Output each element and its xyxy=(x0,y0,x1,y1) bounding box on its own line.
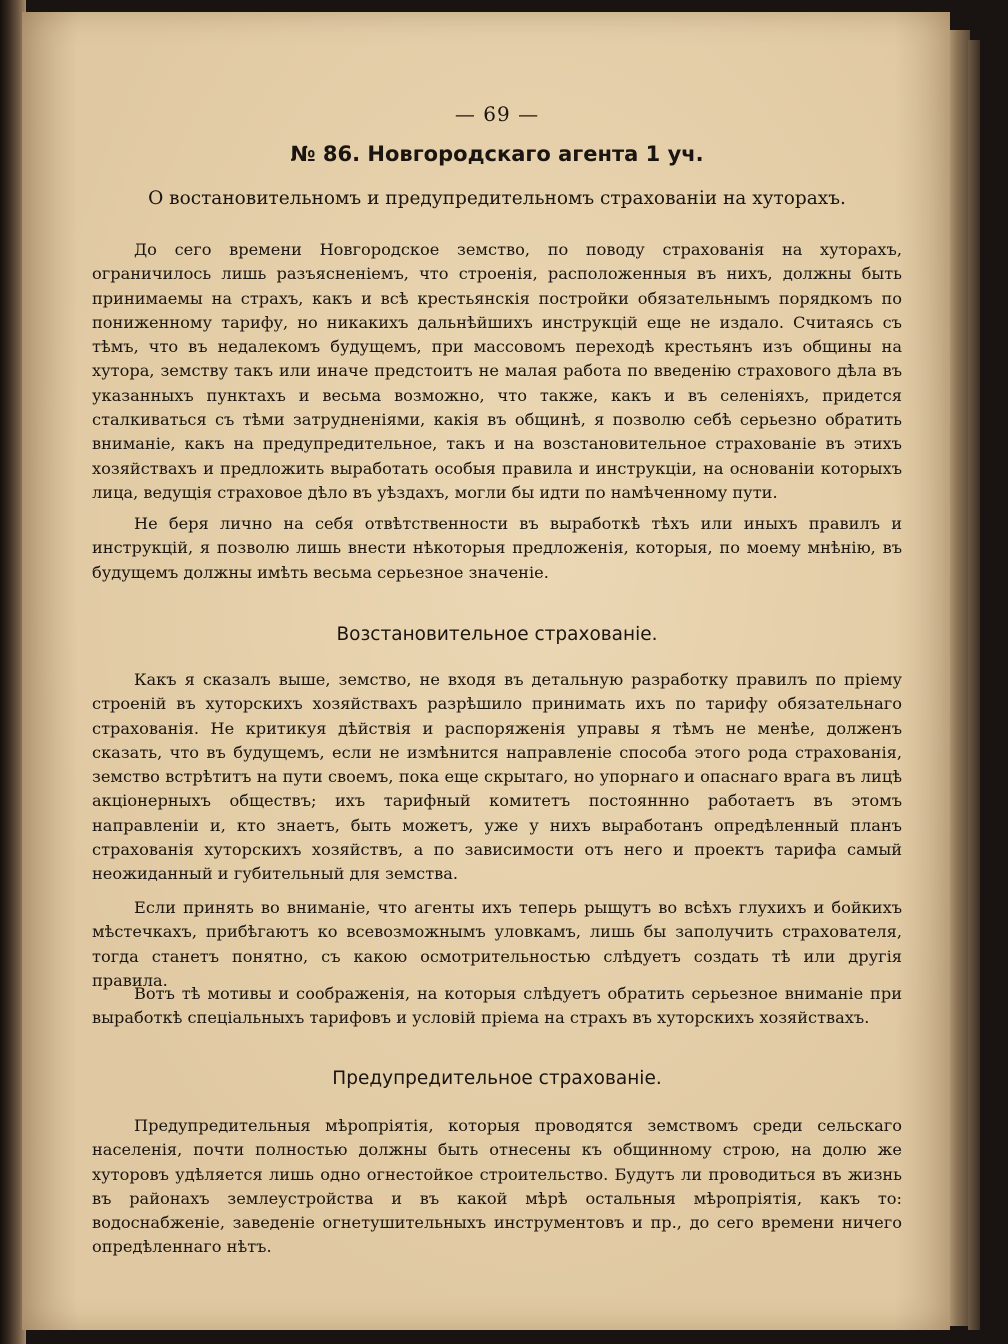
document-title: № 86. Новгородскаго агента 1 уч. xyxy=(290,142,704,166)
document-subtitle: О востановительномъ и предупредительномъ страхованіи на хуторахъ. xyxy=(148,188,846,209)
paragraph-restoration-3: Вотъ тѣ мотивы и соображенія, на которыя слѣдуетъ обратить серьезное вниманіе при выработкѣ спеціальныхъ тарифовъ и условій пріема на страхъ въ хуторскихъ хозяйствахъ. xyxy=(92,984,902,1028)
paragraph-intro: До сего времени Новгородское земство, по поводу страхованія на хуторахъ, ограничилось лишь разъясненіемъ, что строенія, расположенныя въ нихъ, должны быть принимаемы на страхъ, какъ и всѣ крестьянскія постройки обязательнымъ порядкомъ по пониженному тарифу, но никакихъ дальнѣйшихъ инструкцій еще не издало. Считаясь съ тѣмъ, что въ недалекомъ будущемъ, при массовомъ переходѣ крестьянъ изъ общины на хутора, земству такъ или иначе предстоитъ не малая работа по введенію страхового дѣла въ указанныхъ пунктахъ и весьма возможно, что также, какъ и въ селеніяхъ, придется сталкиваться съ тѣми затрудненіями, какія въ общинѣ, я позволю себѣ серьезно обратить вниманіе, какъ на предупредительное, такъ и на возстановительное страхованіе въ этихъ хозяйствахъ и предложить выработать особыя правила и инструкціи, на основаніи которыхъ лица, ведущія страховое дѣло въ уѣздахъ, могли бы идти по намѣченному пути. xyxy=(92,240,902,502)
section-heading-preventive: Предупредительное страхованіе. xyxy=(332,1068,662,1089)
section-heading-restoration: Возстановительное страхованіе. xyxy=(336,624,658,645)
paragraph-restoration-2: Если принять во вниманіе, что агенты ихъ теперь рыщутъ во всѣхъ глухихъ и бойкихъ мѣстечкахъ, прибѣгаютъ ко всевозможнымъ уловкамъ, лишь бы заполучить страхователя, тогда станетъ понятно, съ какою осмотрительностью слѣдуетъ создать тѣ или другія правила. xyxy=(92,898,902,990)
page-number: — 69 — xyxy=(454,102,540,126)
paragraph-proposal: Не беря лично на себя отвѣтственности въ выработкѣ тѣхъ или иныхъ правилъ и инструкцій, я позволю лишь внести нѣкоторыя предложенія, которыя, по моему мнѣнію, въ будущемъ должны имѣть весьма серьезное значеніе. xyxy=(92,514,902,582)
page-stack-edge xyxy=(948,30,970,1326)
document-page xyxy=(22,12,950,1330)
book-cover-edge xyxy=(968,40,980,1330)
paragraph-preventive-1: Предупредительныя мѣропріятія, которыя проводятся земствомъ среди сельскаго населенія, почти полностью должны быть отнесены къ общинному строю, на долю же хуторовъ удѣляется лишь одно огнестойкое строительство. Будутъ ли проводиться въ жизнь въ районахъ землеустройства и въ какой мѣрѣ остальныя мѣропріятія, какъ то: водоснабженіе, заведеніе огнетушительныхъ инструментовъ и пр., до сего времени ничего опредѣленнаго нѣтъ. xyxy=(92,1116,902,1257)
paragraph-restoration-1: Какъ я сказалъ выше, земство, не входя въ детальную разработку правилъ по пріему строеній въ хуторскихъ хозяйствахъ разрѣшило принимать ихъ по тарифу обязательнаго страхованія. Не критикуя дѣйствія и распоряженія управы я тѣмъ не менѣе, долженъ сказать, что въ будущемъ, если не измѣнится направленіе способа этого рода страхованія, земство встрѣтитъ на пути своемъ, пока еще скрытаго, но упорнаго и опаснаго врага въ лицѣ акціонерныхъ обществъ; ихъ тарифный комитетъ постояннно работаетъ въ этомъ направленіи и, кто знаетъ, быть можетъ, уже у нихъ выработанъ опредѣленный планъ страхованія хуторскихъ хозяйствъ, а по зависимости отъ него и проектъ тарифа самый неожиданный и губительный для земства. xyxy=(92,670,902,884)
